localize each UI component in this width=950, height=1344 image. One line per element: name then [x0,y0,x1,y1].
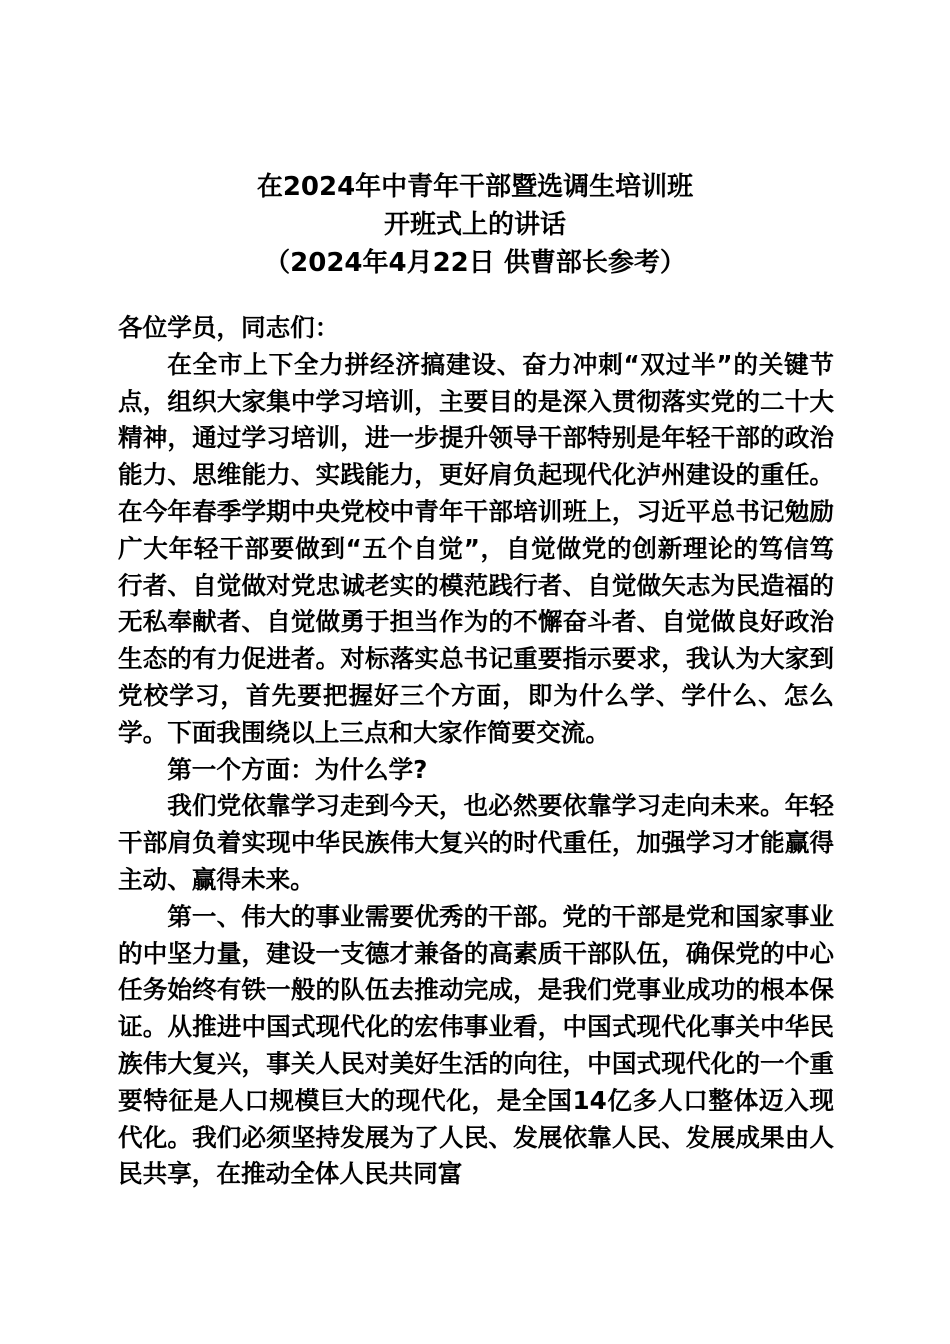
paragraph: 第一、伟大的事业需要优秀的干部。党的干部是党和国家事业的中坚力量，建设一支德才兼备的高素质干部队伍，确保党的中心任务始终有铁一般的队伍去推动完成，是我们党事业成功的根本保证。从推进中国式现代化的宏伟事业看，中国式现代化事关中华民族伟大复兴，事关人民对美好生活的向往，中国式现代化的一个重要特征是人口规模巨大的现代化，是全国14亿多人口整体迈入现代化。我们必须坚持发展为了人民、发展依靠人民、发展成果由人民共享，在推动全体人民共同富 [118,901,834,1189]
paragraph: 我们党依靠学习走到今天，也必然要依靠学习走向未来。年轻干部肩负着实现中华民族伟大复兴的时代重任，加强学习才能赢得主动、赢得未来。 [118,791,834,894]
title-line-1: 在2024年中青年干部暨选调生培训班 [256,172,694,202]
title-date-line: （2024年4月22日 供曹部长参考） [264,248,686,278]
document-body [118,310,834,1193]
document-title [118,168,832,282]
section-heading: 第一个方面：为什么学? [167,754,428,784]
title-line-2: 开班式上的讲话 [383,210,566,240]
paragraph-intro: 在全市上下全力拼经济搞建设、奋力冲刺“双过半”的关键节点，组织大家集中学习培训，主要目的是深入贯彻落实党的二十大精神，通过学习培训，进一步提升领导干部特别是年轻干部的政治能力、思维能力、实践能力，更好肩负起现代化泸州建设的重任。在今年春季学期中央党校中青年干部培训班上，习近平总书记勉励广大年轻干部要做到“五个自觉”，自觉做党的创新理论的笃信笃行者、自觉做对党忠诚老实的模范践行者、自觉做矢志为民造福的无私奉献者、自觉做勇于担当作为的不懈奋斗者、自觉做良好政治生态的有力促进者。对标落实总书记重要指示要求，我认为大家到党校学习，首先要把握好三个方面，即为什么学、学什么、怎么学。下面我围绕以上三点和大家作简要交流。 [118,349,834,747]
salutation: 各位学员，同志们： [118,313,340,342]
